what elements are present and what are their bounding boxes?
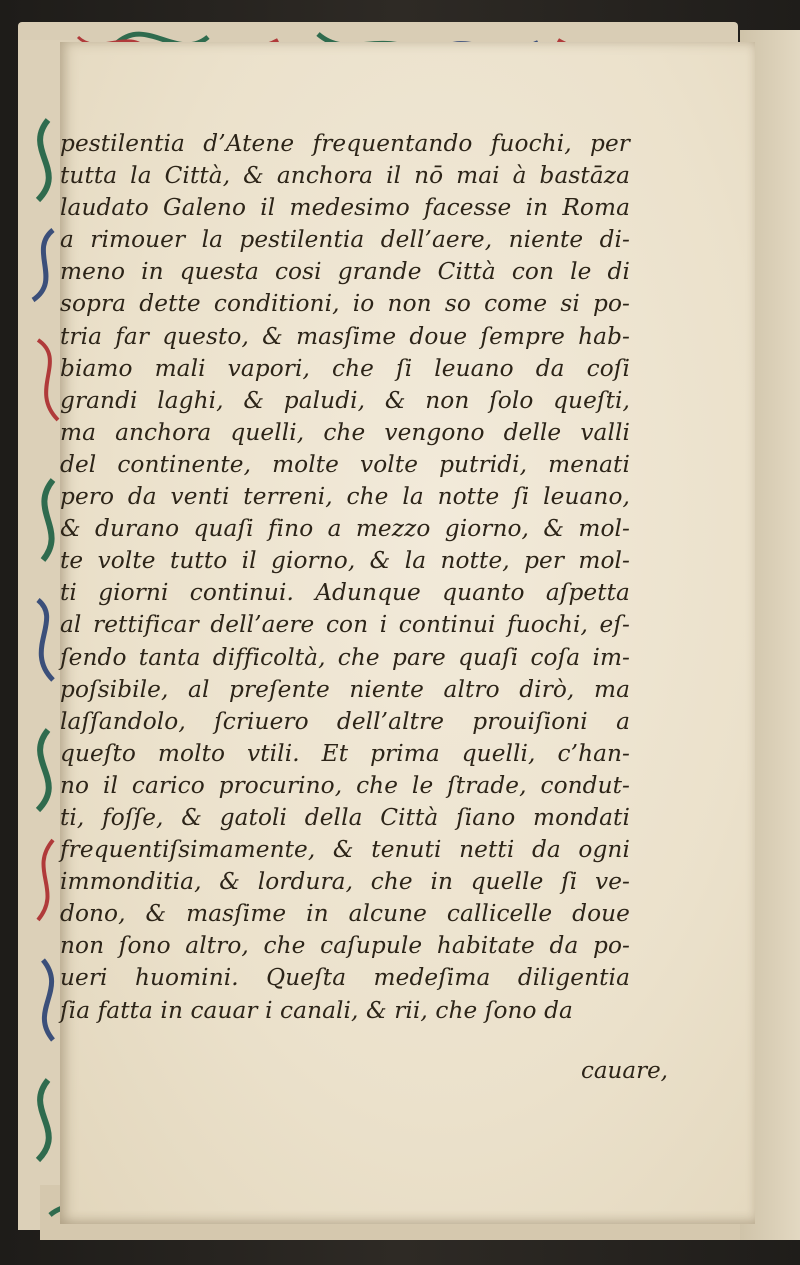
text-line: pestilentia d’Atene frequentando fuochi, per [60, 130, 630, 157]
text-line: meno in questa cosi grande Città con le di [60, 258, 630, 286]
text-line: sopra dette conditioni, io non so come si po- [60, 290, 630, 318]
text-line: ti giorni continui. Adunque quanto aſpetta [60, 579, 630, 607]
text-line: biamo mali vapori, che ſi leuano da coſi [60, 354, 630, 382]
text-line: ma anchora quelli, che vengono delle valli [60, 418, 630, 446]
text-line: tutta la Città, & anchora il nō mai à bastāza [60, 162, 630, 190]
text-line: ueri huomini. Queſta medeſima diligentia [60, 964, 630, 992]
text-line: del continente, molte volte putridi, menati [60, 450, 630, 478]
text-line: tria far questo, & masſime doue ſempre hab- [60, 322, 630, 350]
text-line: laſſandolo, ſcriuero dell’altre prouiſioni a [60, 707, 630, 735]
text-line: immonditia, & lordura, che in quelle ſi ve- [60, 868, 630, 896]
text-line: grandi laghi, & paludi, & non ſolo queſti, [60, 386, 630, 414]
text-line: laudato Galeno il medesimo facesse in Roma [60, 194, 630, 222]
text-line: poſsibile, al preſente niente altro dirò, ma [60, 675, 630, 703]
text-line: pero da venti terreni, che la notte ſi leuano, [60, 483, 630, 511]
text-line: te volte tutto il giorno, & la notte, per mol- [60, 547, 630, 575]
text-line: dono, & masſime in alcune callicelle doue [60, 900, 630, 928]
catchword: cauare, [580, 1058, 668, 1084]
text-line: frequentiſsimamente, & tenuti netti da ogni [60, 836, 630, 864]
text-line: no il carico procurino, che le ſtrade, condut- [60, 771, 630, 799]
text-line: & durano quaſi fino a mezzo giorno, & mol- [60, 515, 630, 543]
text-line: ti, foſſe, & gatoli della Città ſiano mondati [60, 803, 630, 831]
text-line: ſia fatta in cauar i canali, & rii, che ſono da [60, 996, 573, 1024]
text-line: al rettificar dell’aere con i continui fuochi, eſ- [60, 611, 630, 639]
text-line: ſendo tanta difficoltà, che pare quaſi coſa im- [60, 643, 630, 671]
text-line: non ſono altro, che caſupule habitate da po- [60, 932, 630, 960]
page-text [60, 128, 630, 1027]
text-line: queſto molto vtili. Et prima quelli, c’han- [60, 739, 630, 767]
text-line: a rimouer la pestilentia dell’aere, niente di- [60, 226, 630, 254]
